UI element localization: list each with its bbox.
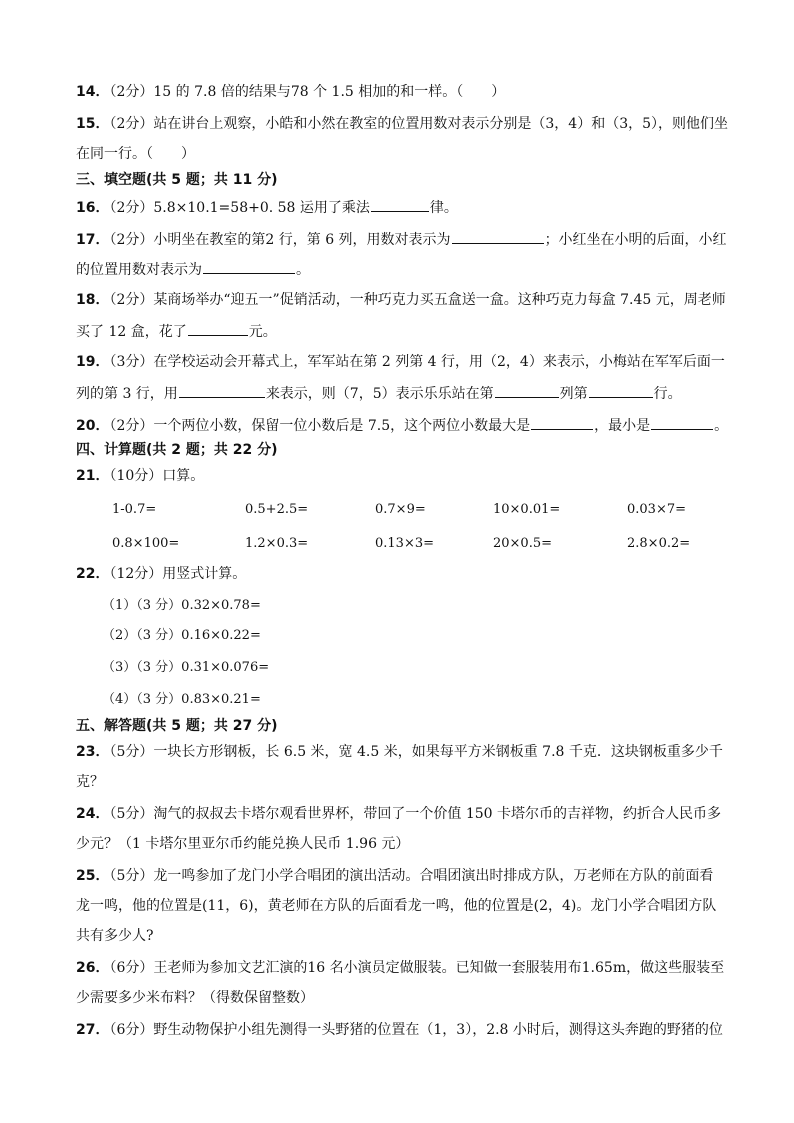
- oral-calc-item: 0.7×9=: [375, 502, 426, 517]
- question-text: 克？: [76, 774, 104, 790]
- question-text: 列的第 3 行，用: [76, 386, 178, 402]
- question-18-line2: [76, 320, 277, 342]
- oral-calc-item: 0.13×3=: [375, 536, 435, 551]
- question-26-line2: [76, 988, 314, 1008]
- question-text: 列第: [559, 386, 588, 402]
- question-text: （3分）在学校运动会开幕式上，军军站在第 2 列第 4 行，用（2，4）来表示，小梅站在军军后面一: [109, 354, 725, 370]
- oral-calc-item: 0.5+2.5=: [245, 502, 309, 517]
- question-number: 22．: [76, 566, 110, 582]
- question-number: 26．: [76, 960, 110, 976]
- question-17-line2: [76, 258, 310, 280]
- vertical-calc-item: （4）（3 分）0.83×0.21=: [102, 692, 261, 707]
- answer-blank[interactable]: [452, 228, 544, 244]
- question-text: （5分）淘气的叔叔去卡塔尔观看世界杯，带回了一个价值 150 卡塔尔币的吉祥物，约折合人民币多: [109, 806, 722, 822]
- question-text: （5分）龙一鸣参加了龙门小学合唱团的演出活动。合唱团演出时排成方队，万老师在方队的前面看: [109, 868, 714, 884]
- question-text: （12分）用竖式计算。: [109, 566, 247, 582]
- question-number: 19．: [76, 354, 110, 370]
- question-number: 14．: [76, 84, 110, 100]
- oral-calc-item: 1-0.7=: [112, 502, 157, 517]
- answer-blank[interactable]: [589, 382, 653, 398]
- answer-blank[interactable]: [179, 382, 265, 398]
- answer-blank[interactable]: [495, 382, 559, 398]
- question-text: 来表示，则（7，5）表示乐乐站在第: [265, 386, 494, 402]
- question-21: [76, 466, 204, 486]
- question-text: （5分）一块长方形钢板，长 6.5 米，宽 4.5 米，如果每平方米钢板重 7.8 千克．这块钢板重多少千: [109, 744, 723, 760]
- question-number: 27．: [76, 1022, 110, 1038]
- question-number: 20．: [76, 418, 110, 434]
- oral-calc-item: 20×0.5=: [493, 536, 553, 551]
- question-text: （6分）野生动物保护小组先测得一头野猪的位置在（1，3），2.8 小时后，测得这头奔跑的野猪的位: [109, 1022, 723, 1038]
- question-text: 少需要多少米布料？（得数保留整数）: [76, 990, 314, 1006]
- vertical-calc-item: （1）（3 分）0.32×0.78=: [102, 598, 261, 613]
- question-text: 元。: [248, 324, 277, 340]
- answer-blank[interactable]: [203, 258, 295, 274]
- question-19-line2: [76, 382, 682, 404]
- question-number: 23．: [76, 744, 110, 760]
- oral-calc-item: 0.8×100=: [112, 536, 180, 551]
- question-15: [76, 114, 728, 134]
- section-heading-5: 五、解答题(共 5 题；共 27 分): [76, 718, 278, 734]
- answer-blank[interactable]: [371, 196, 429, 212]
- question-23-line2: [76, 772, 104, 792]
- question-25: [76, 866, 713, 886]
- question-15-line2: [76, 144, 195, 164]
- question-16: [76, 196, 458, 218]
- answer-blank[interactable]: [651, 414, 713, 430]
- question-text: （2分）站在讲台上观察，小皓和小然在教室的位置用数对表示分别是（3，4）和（3，5），则他们坐: [109, 116, 729, 132]
- question-20: [76, 414, 728, 436]
- question-text: 律。: [429, 200, 458, 216]
- question-number: 21．: [76, 468, 110, 484]
- question-number: 25．: [76, 868, 110, 884]
- question-text: 。: [714, 418, 729, 434]
- question-23: [76, 742, 723, 762]
- question-25-line2: [76, 896, 716, 916]
- question-text: 在同一行。（ ）: [76, 146, 195, 162]
- question-14: [76, 82, 505, 102]
- question-text: （2分）某商场举办“迎五一”促销活动，一种巧克力买五盒送一盒。这种巧克力每盒 7.45 元，周老师: [109, 292, 726, 308]
- section-heading-3: 三、填空题(共 5 题；共 11 分): [76, 172, 278, 188]
- vertical-calc-item: （2）（3 分）0.16×0.22=: [102, 628, 261, 643]
- question-18: [76, 290, 726, 310]
- question-26: [76, 958, 724, 978]
- question-number: 24．: [76, 806, 110, 822]
- question-text: ，最小是: [594, 418, 651, 434]
- question-number: 15．: [76, 116, 110, 132]
- question-text: 。: [296, 262, 310, 278]
- question-text: （10分）口算。: [109, 468, 205, 484]
- oral-calc-item: 10×0.01=: [493, 502, 561, 517]
- question-19: [76, 352, 725, 372]
- section-heading-4: 四、计算题(共 2 题；共 22 分): [76, 442, 278, 458]
- question-text: （6分）王老师为参加文艺汇演的16 名小演员定做服装。已知做一套服装用布1.65m，做这些服装至: [109, 960, 725, 976]
- question-text: 行。: [653, 386, 682, 402]
- question-text: 的位置用数对表示为: [76, 262, 202, 278]
- question-text: 龙一鸣，他的位置是(11，6)，黄老师在方队的后面看龙一鸣，他的位置是(2，4)。龙门小学合唱团方队: [76, 898, 717, 914]
- question-24-line2: [76, 834, 409, 854]
- question-17: [76, 228, 727, 250]
- oral-calc-item: 2.8×0.2=: [627, 536, 691, 551]
- question-text: （2分）一个两位小数，保留一位小数后是 7.5，这个两位小数最大是: [109, 418, 531, 434]
- question-27: [76, 1020, 723, 1040]
- vertical-calc-item: （3）（3 分）0.31×0.076=: [102, 660, 270, 675]
- question-number: 16．: [76, 200, 110, 216]
- oral-calc-item: 0.03×7=: [627, 502, 687, 517]
- question-number: 18．: [76, 292, 110, 308]
- question-text: （2分）15 的 7.8 倍的结果与78 个 1.5 相加的和一样。（ ）: [109, 84, 506, 100]
- question-number: 17．: [76, 232, 110, 248]
- question-24: [76, 804, 721, 824]
- question-25-line3: [76, 926, 154, 946]
- question-text: 少元？（1 卡塔尔里亚尔币约能兑换人民币 1.96 元）: [76, 836, 410, 852]
- question-text: ；小红坐在小明的后面，小红: [544, 232, 727, 248]
- question-22: [76, 564, 246, 584]
- answer-blank[interactable]: [188, 320, 248, 336]
- question-text: （2分）小明坐在教室的第2 行，第 6 列，用数对表示为: [109, 232, 451, 248]
- question-text: （2分）5.8×10.1=58+0. 58 运用了乘法: [109, 200, 370, 216]
- answer-blank[interactable]: [531, 414, 593, 430]
- oral-calc-item: 1.2×0.3=: [245, 536, 309, 551]
- question-text: 买了 12 盒，花了: [76, 324, 187, 340]
- question-text: 共有多少人?: [76, 928, 154, 944]
